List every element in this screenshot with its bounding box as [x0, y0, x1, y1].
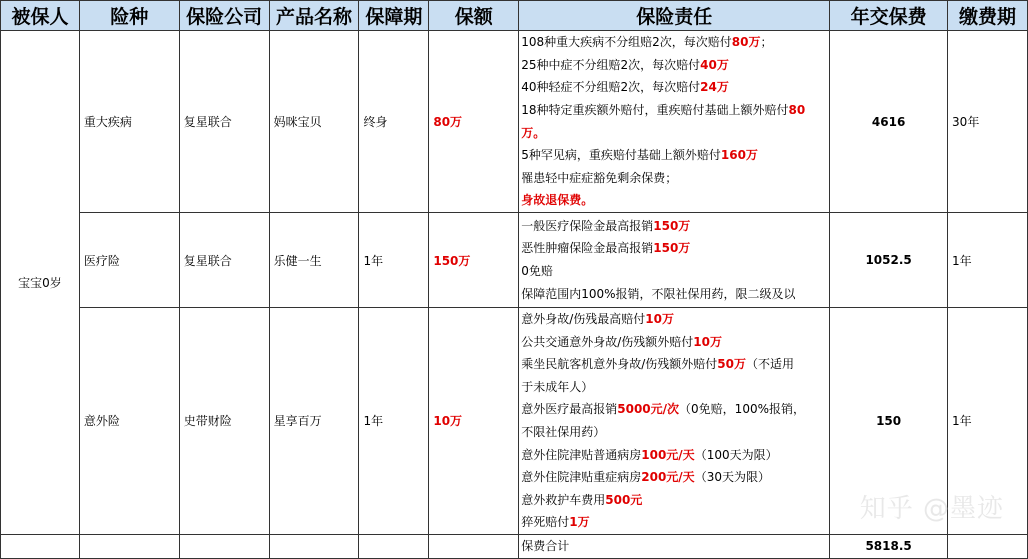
- insured-cell: 宝宝0岁: [1, 31, 80, 535]
- table-row: [1, 213, 1028, 308]
- duty-line: [519, 283, 829, 306]
- duty-text: ；: [760, 35, 773, 50]
- watermark: 知乎 @墨迹: [859, 494, 1004, 524]
- duty-text: 24万: [700, 80, 729, 95]
- duty-text: 100元/天: [641, 447, 695, 462]
- premium-cell: 1052.5: [830, 213, 948, 308]
- duty-line: [519, 144, 829, 167]
- header-term: 保障期: [359, 1, 429, 31]
- empty-cell: [1, 534, 80, 558]
- duty-text: 18种特定重疾额外赔付，重疾赔付基础上额外赔付: [521, 102, 789, 117]
- total-row: [1, 534, 1028, 558]
- duty-line: [519, 421, 829, 444]
- duty-text: 10万: [645, 312, 674, 326]
- duty-text: 身故退保费。: [521, 193, 594, 208]
- premium-cell: 150: [830, 308, 948, 535]
- duty-line: [519, 122, 829, 145]
- duty-text: 80万: [731, 35, 761, 50]
- header-company: 保险公司: [179, 1, 269, 31]
- header-amount: 保额: [429, 1, 519, 31]
- type-cell: 意外险: [79, 308, 179, 535]
- duty-line: [519, 308, 829, 331]
- header-insured: 被保人: [1, 1, 80, 31]
- duties-cell: [519, 308, 830, 535]
- duty-text: 108种重大疾病不分组赔2次，每次赔付: [521, 35, 732, 50]
- duty-text: 150万: [653, 218, 691, 233]
- product-cell: 妈咪宝贝: [269, 31, 359, 213]
- duty-line: [519, 444, 829, 467]
- duty-text: 5000元/次: [617, 402, 680, 417]
- duty-text: （不适用: [745, 357, 794, 372]
- duty-text: 不限社保用药）: [521, 424, 606, 439]
- duty-line: [519, 215, 829, 238]
- duty-text: 于未成年人）: [521, 379, 594, 394]
- duty-text: 5种罕见病，重疾赔付基础上额外赔付: [521, 148, 721, 163]
- header-product: 产品名称: [269, 1, 359, 31]
- duty-text: 万。: [521, 125, 546, 140]
- duty-text: 保障范围内100%报销，不限社保用药，限二级及以: [521, 286, 796, 301]
- amount-cell: 80万: [429, 31, 519, 213]
- duty-line: [519, 331, 829, 354]
- term-cell: 1年: [359, 213, 429, 308]
- duty-line: [519, 489, 829, 512]
- duty-line: [519, 99, 829, 122]
- duty-line: [519, 466, 829, 489]
- duty-text: 200元/天: [641, 470, 695, 485]
- duty-text: 公共交通意外身故/伤残额外赔付: [521, 334, 694, 349]
- duty-text: （100天为限）: [694, 447, 778, 462]
- type-cell: 重大疾病: [79, 31, 179, 213]
- empty-cell: [269, 534, 359, 558]
- amount-cell: 10万: [429, 308, 519, 535]
- pay-period-cell: 30年: [948, 31, 1028, 213]
- duty-text: 罹患轻中症症豁免剩余保费；: [521, 170, 678, 185]
- duty-text: 1万: [569, 515, 590, 530]
- total-label: 保费合计: [519, 534, 830, 558]
- empty-cell: [948, 534, 1028, 558]
- duty-line: [519, 31, 829, 54]
- duties-cell: [519, 213, 830, 308]
- duty-text: 意外医疗最高报销: [521, 402, 618, 417]
- duty-text: 80: [788, 102, 806, 117]
- product-cell: 乐健一生: [269, 213, 359, 308]
- duty-text: 猝死赔付: [521, 515, 570, 530]
- duty-text: 40万: [700, 57, 729, 72]
- duty-text: 160万: [720, 148, 758, 163]
- total-value: 5818.5: [830, 534, 948, 558]
- company-cell: 史带财险: [179, 308, 269, 535]
- duties-cell: [519, 31, 830, 213]
- empty-cell: [179, 534, 269, 558]
- header-row: [1, 1, 1028, 31]
- duty-text: 乘坐民航客机意外身故/伤残额外赔付: [521, 357, 718, 372]
- duty-line: [519, 511, 829, 534]
- duty-line: [519, 376, 829, 399]
- duty-text: 150万: [653, 241, 691, 256]
- duty-text: （0免赔，100%报销，: [679, 402, 805, 417]
- duty-text: 意外住院津贴重症病房: [521, 470, 642, 485]
- duty-text: 25种中症不分组赔2次，每次赔付: [521, 57, 701, 72]
- header-type: 险种: [79, 1, 179, 31]
- duty-line: [519, 76, 829, 99]
- header-duties: 保险责任: [519, 1, 830, 31]
- pay-period-cell: 1年: [948, 308, 1028, 535]
- header-premium: 年交保费: [830, 1, 948, 31]
- duty-line: [519, 167, 829, 190]
- duty-text: 10万: [693, 334, 722, 349]
- company-cell: 复星联合: [179, 31, 269, 213]
- type-cell: 医疗险: [79, 213, 179, 308]
- duty-text: 500元: [605, 492, 643, 507]
- pay-period-cell: 1年: [948, 213, 1028, 308]
- duty-text: （30天为限）: [694, 470, 770, 485]
- amount-cell: 150万: [429, 213, 519, 308]
- company-cell: 复星联合: [179, 213, 269, 308]
- duty-text: 一般医疗保险金最高报销: [521, 218, 654, 233]
- duty-text: 意外身故/伤残最高赔付: [521, 312, 646, 326]
- term-cell: 终身: [359, 31, 429, 213]
- duty-line: [519, 54, 829, 77]
- duty-text: 意外住院津贴普通病房: [521, 447, 642, 462]
- empty-cell: [359, 534, 429, 558]
- duty-line: [519, 398, 829, 421]
- duty-text: 意外救护车费用: [521, 492, 606, 507]
- table-row: [1, 31, 1028, 213]
- duty-line: [519, 353, 829, 376]
- duty-line: [519, 189, 829, 212]
- product-cell: 星享百万: [269, 308, 359, 535]
- duty-text: 0免赔: [521, 264, 553, 278]
- duty-text: 40种轻症不分组赔2次，每次赔付: [521, 80, 701, 95]
- empty-cell: [79, 534, 179, 558]
- duty-line: [519, 260, 829, 283]
- duty-text: 50万: [717, 357, 746, 372]
- term-cell: 1年: [359, 308, 429, 535]
- duty-text: 恶性肿瘤保险金最高报销: [521, 241, 654, 256]
- empty-cell: [429, 534, 519, 558]
- duty-line: [519, 237, 829, 260]
- premium-cell: 4616: [830, 31, 948, 213]
- header-pay-period: 缴费期: [948, 1, 1028, 31]
